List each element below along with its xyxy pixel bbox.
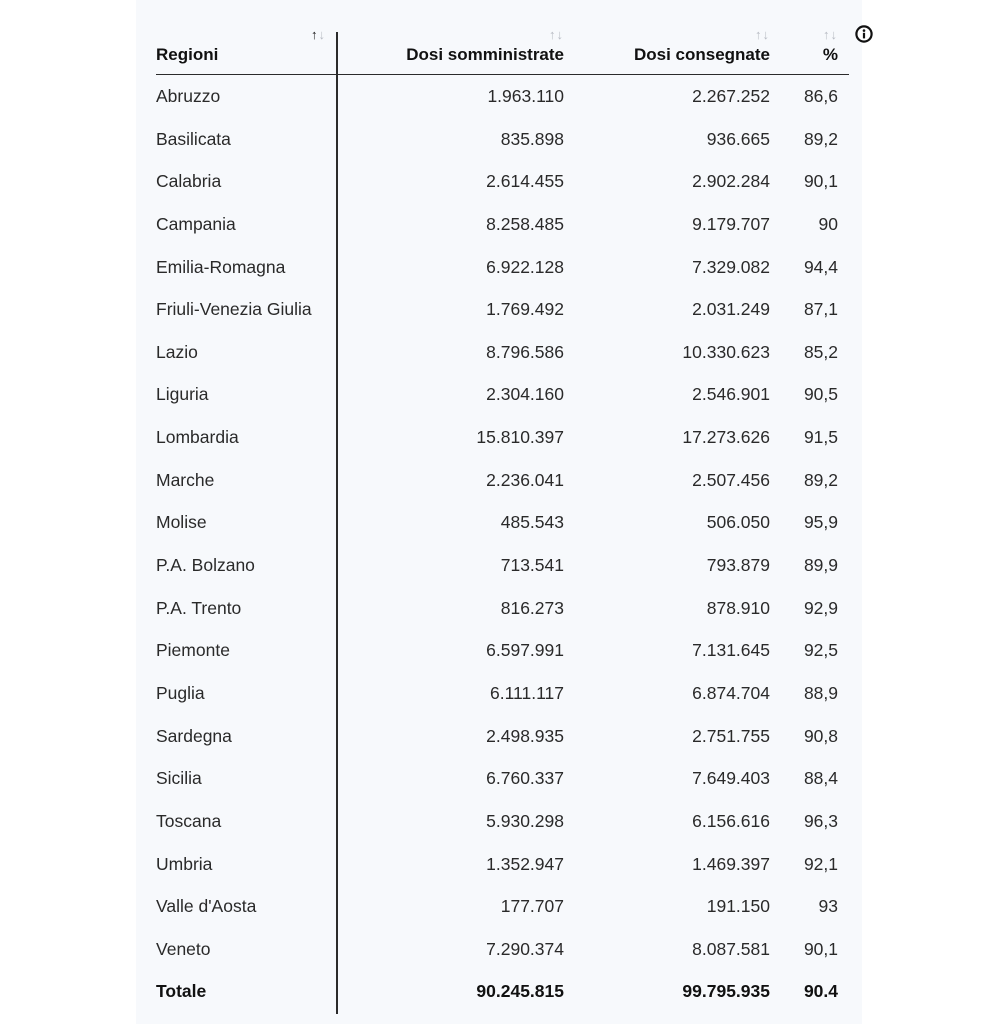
sort-icon[interactable]: ↑↓ bbox=[549, 27, 564, 42]
cell-somministrate: 90.245.815 bbox=[476, 981, 564, 1002]
column-header-regioni[interactable] bbox=[156, 22, 336, 74]
column-label: % bbox=[822, 45, 838, 64]
cell-somministrate: 1.769.492 bbox=[486, 299, 564, 320]
cell-percent: 86,6 bbox=[803, 86, 838, 106]
cell-somministrate: 816.273 bbox=[500, 597, 564, 618]
cell-percent: 90 bbox=[818, 213, 838, 234]
cell-consegnate: 6.156.616 bbox=[692, 810, 770, 831]
cell-regione: Campania bbox=[156, 213, 236, 234]
table-body bbox=[156, 75, 849, 1013]
cell-percent: 85,2 bbox=[803, 341, 838, 362]
cell-consegnate: 7.649.403 bbox=[692, 768, 770, 789]
cell-somministrate: 2.614.455 bbox=[486, 171, 564, 192]
cell-percent: 92,1 bbox=[803, 853, 838, 874]
table-row bbox=[156, 373, 849, 416]
table-row bbox=[156, 843, 849, 886]
column-header-percent[interactable] bbox=[770, 22, 838, 74]
cell-percent: 96,3 bbox=[803, 810, 838, 831]
cell-somministrate: 6.111.117 bbox=[490, 682, 564, 703]
cell-consegnate: 99.795.935 bbox=[682, 981, 770, 1002]
cell-consegnate: 793.879 bbox=[706, 555, 770, 576]
table-row bbox=[156, 715, 849, 758]
cell-percent: 95,9 bbox=[803, 512, 838, 533]
cell-consegnate: 7.329.082 bbox=[692, 256, 770, 277]
cell-somministrate: 2.236.041 bbox=[486, 469, 564, 490]
sort-icon[interactable]: ↑↓ bbox=[311, 27, 326, 42]
cell-percent: 89,9 bbox=[803, 555, 838, 576]
cell-regione: P.A. Trento bbox=[156, 597, 242, 618]
cell-regione: Sardegna bbox=[156, 725, 232, 746]
table-row bbox=[156, 118, 849, 161]
cell-regione: Basilicata bbox=[156, 128, 231, 149]
table-row bbox=[156, 587, 849, 630]
cell-somministrate: 7.290.374 bbox=[486, 938, 564, 959]
cell-consegnate: 2.031.249 bbox=[692, 299, 770, 320]
cell-regione: Lombardia bbox=[156, 427, 239, 448]
table-row bbox=[156, 160, 849, 203]
cell-percent: 92,9 bbox=[803, 597, 838, 618]
cell-consegnate: 2.507.456 bbox=[692, 469, 770, 490]
table-row bbox=[156, 246, 849, 289]
cell-somministrate: 8.796.586 bbox=[486, 341, 564, 362]
cell-regione: Marche bbox=[156, 469, 215, 490]
cell-regione: Calabria bbox=[156, 171, 222, 192]
cell-percent: 89,2 bbox=[803, 128, 838, 149]
column-header-dosi-somministrate[interactable] bbox=[336, 22, 564, 74]
cell-consegnate: 7.131.645 bbox=[692, 640, 770, 661]
table-row bbox=[156, 203, 849, 246]
table-row bbox=[156, 416, 849, 459]
table-row bbox=[156, 331, 849, 374]
cell-regione: Friuli-Venezia Giulia bbox=[156, 299, 312, 320]
table-row bbox=[156, 288, 849, 331]
table-row bbox=[156, 459, 849, 502]
cell-consegnate: 10.330.623 bbox=[682, 341, 770, 362]
table-row bbox=[156, 544, 849, 587]
cell-consegnate: 2.267.252 bbox=[692, 86, 770, 106]
cell-consegnate: 8.087.581 bbox=[692, 938, 770, 959]
cell-regione: Puglia bbox=[156, 682, 205, 703]
cell-somministrate: 8.258.485 bbox=[486, 213, 564, 234]
cell-regione: Molise bbox=[156, 512, 207, 533]
table-header bbox=[156, 22, 849, 75]
table-row bbox=[156, 501, 849, 544]
table-row bbox=[156, 928, 849, 971]
cell-consegnate: 936.665 bbox=[706, 128, 770, 149]
cell-percent: 90,5 bbox=[803, 384, 838, 405]
cell-somministrate: 713.541 bbox=[500, 555, 564, 576]
cell-percent: 90,1 bbox=[803, 938, 838, 959]
total-row bbox=[156, 970, 849, 1013]
cell-percent: 88,4 bbox=[803, 768, 838, 789]
cell-regione: Emilia-Romagna bbox=[156, 256, 286, 277]
cell-regione: Sicilia bbox=[156, 768, 202, 789]
cell-somministrate: 15.810.397 bbox=[476, 427, 564, 448]
table-row bbox=[156, 629, 849, 672]
column-header-dosi-consegnate[interactable] bbox=[564, 22, 770, 74]
cell-somministrate: 177.707 bbox=[500, 896, 564, 917]
sort-icon[interactable]: ↑↓ bbox=[755, 27, 770, 42]
cell-regione: Valle d'Aosta bbox=[156, 896, 257, 917]
table-row bbox=[156, 672, 849, 715]
sort-icon[interactable]: ↑↓ bbox=[823, 27, 838, 42]
vaccine-doses-table bbox=[156, 22, 849, 1013]
info-icon[interactable] bbox=[855, 25, 873, 43]
cell-regione: Totale bbox=[156, 981, 207, 1002]
cell-percent: 90.4 bbox=[803, 981, 838, 1002]
cell-percent: 87,1 bbox=[803, 299, 838, 320]
cell-somministrate: 6.922.128 bbox=[486, 256, 564, 277]
table-row bbox=[156, 800, 849, 843]
cell-regione: Umbria bbox=[156, 853, 213, 874]
cell-consegnate: 191.150 bbox=[706, 896, 770, 917]
cell-consegnate: 2.546.901 bbox=[692, 384, 770, 405]
cell-somministrate: 2.304.160 bbox=[486, 384, 564, 405]
cell-somministrate: 835.898 bbox=[500, 128, 564, 149]
cell-regione: Lazio bbox=[156, 341, 198, 362]
cell-somministrate: 6.597.991 bbox=[486, 640, 564, 661]
cell-consegnate: 6.874.704 bbox=[692, 682, 770, 703]
column-label: Dosi consegnate bbox=[633, 45, 770, 64]
column-label: Dosi somministrate bbox=[406, 45, 564, 64]
cell-percent: 88,9 bbox=[803, 682, 838, 703]
info-icon-graphic bbox=[855, 25, 873, 43]
cell-consegnate: 2.751.755 bbox=[692, 725, 770, 746]
cell-percent: 93 bbox=[818, 896, 838, 917]
cell-percent: 91,5 bbox=[803, 427, 838, 448]
cell-somministrate: 1.352.947 bbox=[486, 853, 564, 874]
table-row bbox=[156, 75, 849, 118]
column-label: Regioni bbox=[156, 45, 219, 64]
cell-somministrate: 1.963.110 bbox=[487, 86, 564, 106]
cell-consegnate: 878.910 bbox=[706, 597, 770, 618]
cell-regione: Veneto bbox=[156, 938, 211, 959]
cell-consegnate: 506.050 bbox=[706, 512, 770, 533]
cell-regione: Toscana bbox=[156, 810, 222, 831]
cell-percent: 90,8 bbox=[803, 725, 838, 746]
table-row bbox=[156, 757, 849, 800]
cell-somministrate: 6.760.337 bbox=[486, 768, 564, 789]
table-row bbox=[156, 885, 849, 928]
cell-somministrate: 485.543 bbox=[500, 512, 564, 533]
cell-percent: 89,2 bbox=[803, 469, 838, 490]
cell-consegnate: 17.273.626 bbox=[682, 427, 770, 448]
cell-consegnate: 1.469.397 bbox=[692, 853, 770, 874]
cell-regione: Liguria bbox=[156, 384, 209, 405]
cell-regione: Piemonte bbox=[156, 640, 230, 661]
cell-consegnate: 2.902.284 bbox=[692, 171, 770, 192]
cell-percent: 94,4 bbox=[803, 256, 838, 277]
cell-somministrate: 2.498.935 bbox=[486, 725, 564, 746]
cell-somministrate: 5.930.298 bbox=[486, 810, 564, 831]
cell-percent: 90,1 bbox=[803, 171, 838, 192]
cell-percent: 92,5 bbox=[803, 640, 838, 661]
cell-consegnate: 9.179.707 bbox=[692, 213, 770, 234]
cell-regione: Abruzzo bbox=[156, 86, 221, 106]
cell-regione: P.A. Bolzano bbox=[156, 555, 255, 576]
